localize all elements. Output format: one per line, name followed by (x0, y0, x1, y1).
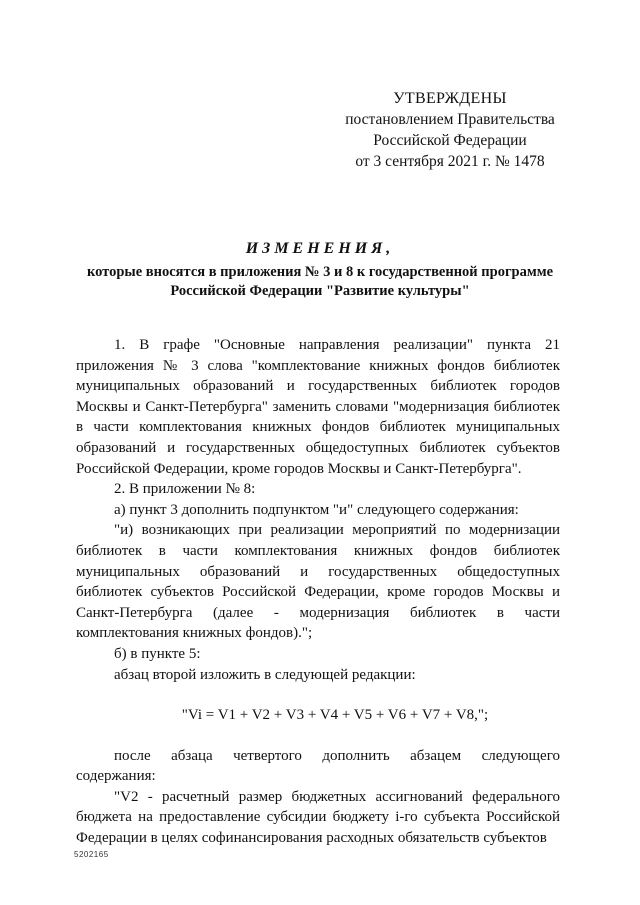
document-code: 5202165 (74, 850, 109, 859)
paragraph-5: б) в пункте 5: (114, 645, 201, 662)
formula: "Vi = V1 + V2 + V3 + V4 + V5 + V6 + V7 + V8,"; (181, 707, 489, 724)
subheading-line-2: Российской Федерации "Развитие культуры" (170, 283, 470, 299)
paragraph-8: "V2 - расчетный размер бюджетных ассигнований федерального бюджета на предоставление субсидии бюджету i-го субъекта Российской Федерации в целях софинансирования расходных обязательств субъектов (76, 788, 560, 847)
paragraph-4: "и) возникающих при реализации мероприятий по модернизации библиотек в части комплектования книжных фондов библиотек муниципальных образований и государственных общедоступных библиотек субъектов Российской Федерации, кроме городов Москвы и Санкт-Петербурга (далее - модернизация библиотек в части комплектования книжных фондов)."; (76, 522, 560, 642)
approval-line-3: от 3 сентября 2021 г. № 1478 (355, 153, 545, 170)
approval-line-1: постановлением Правительства (345, 111, 555, 128)
paragraph-6: абзац второй изложить в следующей редакции: (114, 666, 416, 683)
paragraph-3: а) пункт 3 дополнить подпунктом "и" следующего содержания: (114, 501, 519, 518)
paragraph-1: 1. В графе "Основные направления реализации" пункта 21 приложения № 3 слова "комплектование книжных фондов библиотек муниципальных образований и государственных библиотек городов Москвы и Санкт-Петербурга" заменить словами "модернизация библиотек в части комплектования книжных фондов библиотек муниципальных образований и государственных общедоступных библиотек субъектов Российской Федерации, кроме городов Москвы и Санкт-Петербурга". (76, 337, 560, 477)
approval-stamp (330, 88, 570, 172)
document-subheading (60, 263, 580, 301)
paragraph-2: 2. В приложении № 8: (114, 481, 256, 498)
subheading-line-1: которые вносятся в приложения № 3 и 8 к государственной программе (86, 264, 554, 280)
approval-line-2: Российской Федерации (373, 132, 527, 149)
document-body (76, 335, 560, 849)
document-heading: ИЗМЕНЕНИЯ, (245, 240, 395, 257)
paragraph-7: после абзаца четвертого дополнить абзацем следующего содержания: (76, 747, 560, 785)
approval-title: УТВЕРЖДЕНЫ (393, 90, 507, 107)
